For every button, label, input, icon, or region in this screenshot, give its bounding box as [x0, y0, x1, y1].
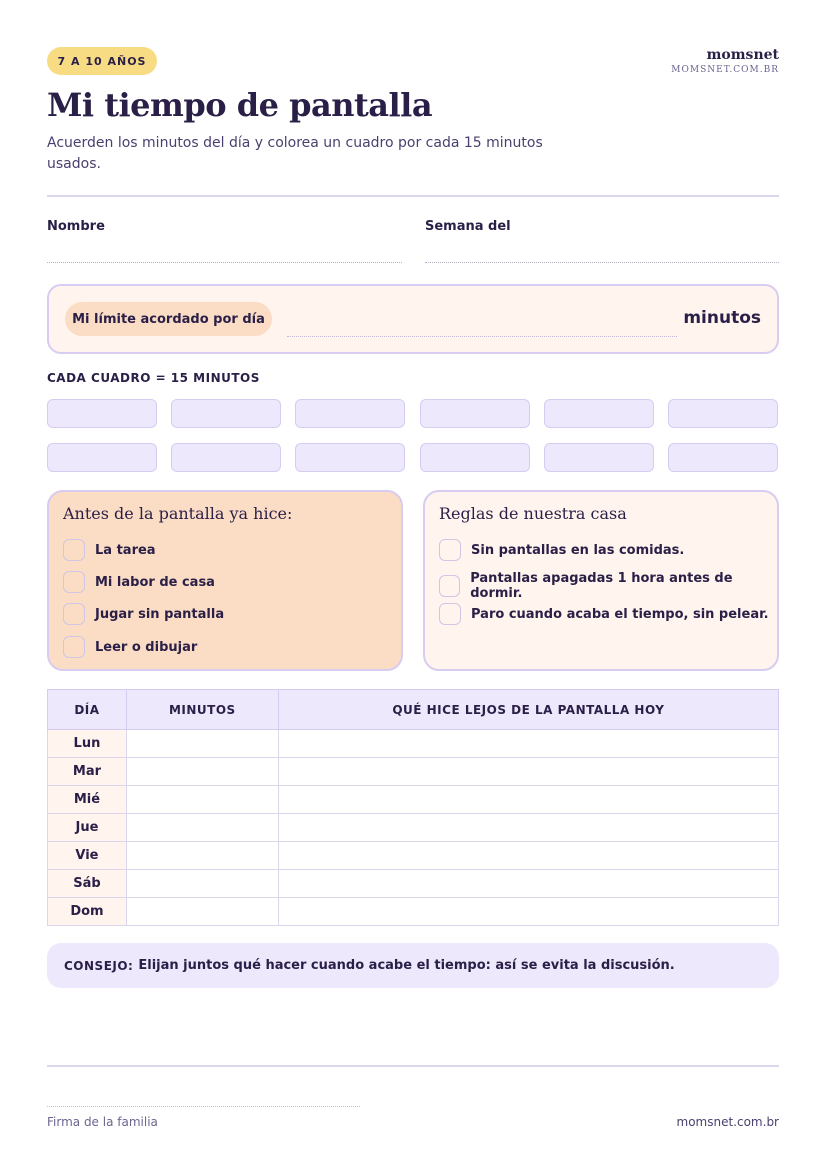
minutes-cell[interactable]: [126, 758, 278, 786]
rule-item[interactable]: [439, 539, 684, 561]
minutes-cell[interactable]: [126, 730, 278, 758]
before-screen-title: Antes de la pantalla ya hice:: [63, 504, 293, 523]
daily-limit-field[interactable]: [287, 336, 677, 337]
activity-cell[interactable]: [278, 842, 778, 870]
checkbox[interactable]: [63, 571, 85, 593]
name-label: Nombre: [47, 219, 105, 234]
age-badge: 7 A 10 AÑOS: [47, 47, 157, 75]
column-header-day: DÍA: [48, 690, 127, 730]
checkbox[interactable]: [63, 636, 85, 658]
name-field[interactable]: [47, 262, 402, 263]
checklist-item[interactable]: [63, 603, 224, 625]
week-field[interactable]: [425, 262, 779, 263]
house-rules-card: [423, 490, 779, 671]
day-cell: Sáb: [48, 870, 127, 898]
table-row: [48, 842, 779, 870]
checklist-item-label: Mi labor de casa: [95, 574, 215, 590]
time-box[interactable]: [171, 399, 281, 428]
rule-item-label: Pantallas apagadas 1 hora antes de dormir.: [470, 571, 733, 601]
checklist-item-label: Jugar sin pantalla: [95, 606, 225, 622]
time-box[interactable]: [47, 443, 157, 472]
time-box[interactable]: [544, 399, 654, 428]
grid-label: CADA CUADRO = 15 MINUTOS: [47, 371, 260, 385]
minutes-cell[interactable]: [126, 870, 278, 898]
week-table: [47, 689, 779, 926]
checkbox[interactable]: [439, 539, 461, 561]
rule-item[interactable]: [439, 571, 777, 601]
checkbox[interactable]: [439, 575, 460, 597]
day-cell: Dom: [48, 898, 127, 926]
rule-item-label: Sin pantallas en las comidas.: [471, 542, 685, 558]
day-cell: Jue: [48, 814, 127, 842]
day-cell: Lun: [48, 730, 127, 758]
table-row: [48, 814, 779, 842]
daily-limit-unit: minutos: [683, 308, 761, 328]
minutes-cell[interactable]: [126, 786, 278, 814]
time-box[interactable]: [420, 443, 530, 472]
before-screen-card: [47, 490, 403, 671]
signature-field[interactable]: [47, 1106, 360, 1107]
table-row: [48, 730, 779, 758]
time-box[interactable]: [544, 443, 654, 472]
week-label: Semana del: [425, 219, 511, 234]
footer-divider: [47, 1065, 779, 1067]
page-title: Mi tiempo de pantalla: [47, 86, 433, 124]
minutes-cell[interactable]: [126, 814, 278, 842]
tip-box: [47, 943, 779, 988]
checklist-item-label: La tarea: [95, 542, 156, 558]
house-rules-title: Reglas de nuestra casa: [439, 504, 627, 523]
column-header-minutes: MINUTOS: [126, 690, 278, 730]
brand-url: MOMSNET.COM.BR: [671, 65, 779, 75]
time-box[interactable]: [420, 399, 530, 428]
activity-cell[interactable]: [278, 898, 778, 926]
brand: [671, 47, 779, 75]
day-cell: Mié: [48, 786, 127, 814]
checkbox[interactable]: [63, 539, 85, 561]
rule-item-label: Paro cuando acaba el tiempo, sin pelear.: [471, 606, 769, 622]
checklist-item[interactable]: [63, 571, 215, 593]
tip-text: Elijan juntos qué hacer cuando acabe el tiempo: así se evita la discusión.: [138, 958, 675, 973]
checkbox[interactable]: [63, 603, 85, 625]
table-row: [48, 898, 779, 926]
page-subtitle: Acuerden los minutos del día y colorea un cuadro por cada 15 minutos usados.: [47, 135, 543, 172]
table-header-row: [48, 690, 779, 730]
time-box[interactable]: [668, 399, 778, 428]
time-box[interactable]: [668, 443, 778, 472]
activity-cell[interactable]: [278, 814, 778, 842]
daily-limit-box: [47, 284, 779, 354]
day-cell: Mar: [48, 758, 127, 786]
footer-url: momsnet.com.br: [676, 1115, 779, 1129]
daily-limit-label: Mi límite acordado por día: [65, 302, 272, 336]
brand-name: momsnet: [706, 47, 779, 63]
checklist-item[interactable]: [63, 636, 197, 658]
minutes-cell[interactable]: [126, 842, 278, 870]
column-header-activity: QUÉ HICE LEJOS DE LA PANTALLA HOY: [278, 690, 778, 730]
time-box[interactable]: [171, 443, 281, 472]
checkbox[interactable]: [439, 603, 461, 625]
tip-label: CONSEJO:: [64, 958, 134, 973]
header-divider: [47, 195, 779, 197]
time-box[interactable]: [295, 399, 405, 428]
activity-cell[interactable]: [278, 758, 778, 786]
checklist-item[interactable]: [63, 539, 156, 561]
activity-cell[interactable]: [278, 730, 778, 758]
minutes-cell[interactable]: [126, 898, 278, 926]
table-row: [48, 758, 779, 786]
activity-cell[interactable]: [278, 786, 778, 814]
time-box[interactable]: [47, 399, 157, 428]
time-box[interactable]: [295, 443, 405, 472]
day-cell: Vie: [48, 842, 127, 870]
activity-cell[interactable]: [278, 870, 778, 898]
table-row: [48, 870, 779, 898]
rule-item[interactable]: [439, 603, 769, 625]
table-row: [48, 786, 779, 814]
signature-label: Firma de la familia: [47, 1115, 158, 1129]
checklist-item-label: Leer o dibujar: [95, 639, 198, 655]
